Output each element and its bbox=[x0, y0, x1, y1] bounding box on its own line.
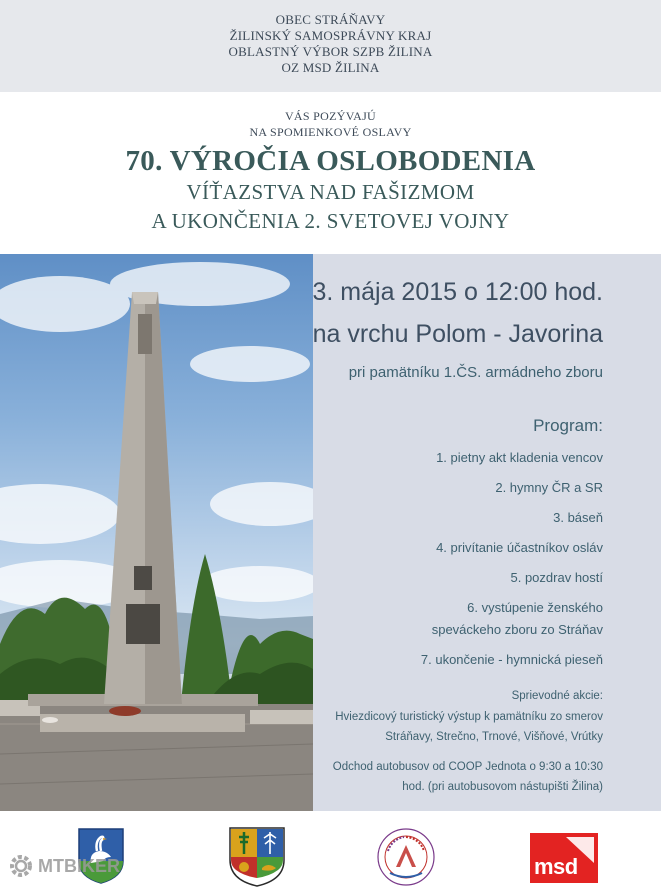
mtbiker-watermark bbox=[6, 851, 120, 881]
organizers-header bbox=[0, 0, 661, 92]
side-events-line: Stráňavy, Strečno, Trnové, Višňové, Vrútky bbox=[385, 731, 603, 743]
sub-title-1: VÍŤAZSTVA NAD FAŠIZMOM bbox=[186, 180, 475, 204]
invite-line-2: NA SPOMIENKOVÉ OSLAVY bbox=[249, 125, 412, 139]
event-info-panel bbox=[313, 254, 661, 811]
msd-logo-text: msd bbox=[534, 854, 578, 879]
program-item: 1. pietny akt kladenia vencov bbox=[436, 450, 603, 465]
monument-photo bbox=[0, 254, 313, 811]
program-item: 3. báseň bbox=[553, 510, 603, 525]
footer-logos bbox=[0, 811, 661, 896]
event-place: na vrchu Polom - Javorina bbox=[312, 320, 603, 348]
program-item: 4. privítanie účastníkov osláv bbox=[436, 540, 603, 555]
event-date: 3. mája 2015 o 12:00 hod. bbox=[312, 278, 603, 306]
gear-icon bbox=[6, 851, 36, 881]
sub-title-2: A UKONČENIA 2. SVETOVEJ VOJNY bbox=[151, 209, 510, 233]
program-item: 6. vystúpenie ženského bbox=[467, 600, 603, 615]
program-item: 5. pozdrav hostí bbox=[510, 570, 603, 585]
side-events-heading: Sprievodné akcie: bbox=[511, 690, 603, 702]
event-monument: pri pamätníku 1.ČS. armádneho zboru bbox=[348, 364, 603, 381]
side-events-line: hod. (pri autobusovom nástupišti Žilina) bbox=[402, 781, 603, 793]
organizer-line-4: OZ MSD ŽILINA bbox=[281, 60, 380, 75]
program-item: speváckeho zboru zo Stráňav bbox=[431, 622, 603, 637]
szpb-seal-icon bbox=[376, 827, 436, 887]
side-events-line: Odchod autobusov od COOP Jednota o 9:30 a 10:30 bbox=[332, 761, 603, 773]
main-title: 70. VÝROČIA OSLOBODENIA bbox=[125, 145, 536, 177]
program-heading: Program: bbox=[533, 416, 603, 435]
organizer-line-2: ŽILINSKÝ SAMOSPRÁVNY KRAJ bbox=[229, 28, 432, 43]
side-events-line: Hviezdicový turistický výstup k pamätníku zo smerov bbox=[335, 711, 603, 723]
invitation-title-block bbox=[0, 92, 661, 254]
organizer-line-1: OBEC STRÁŇAVY bbox=[275, 12, 386, 27]
organizer-line-3: OBLASTNÝ VÝBOR SZPB ŽILINA bbox=[228, 44, 433, 59]
invite-line-1: VÁS POZÝVAJÚ bbox=[284, 109, 377, 123]
msd-logo bbox=[530, 833, 598, 883]
watermark-text: MTBIKER bbox=[38, 855, 120, 876]
zilina-region-crest-icon bbox=[228, 826, 286, 888]
monument-photo-illustration bbox=[0, 254, 313, 811]
program-item: 2. hymny ČR a SR bbox=[495, 480, 603, 495]
program-item: 7. ukončenie - hymnická pieseň bbox=[420, 652, 603, 667]
